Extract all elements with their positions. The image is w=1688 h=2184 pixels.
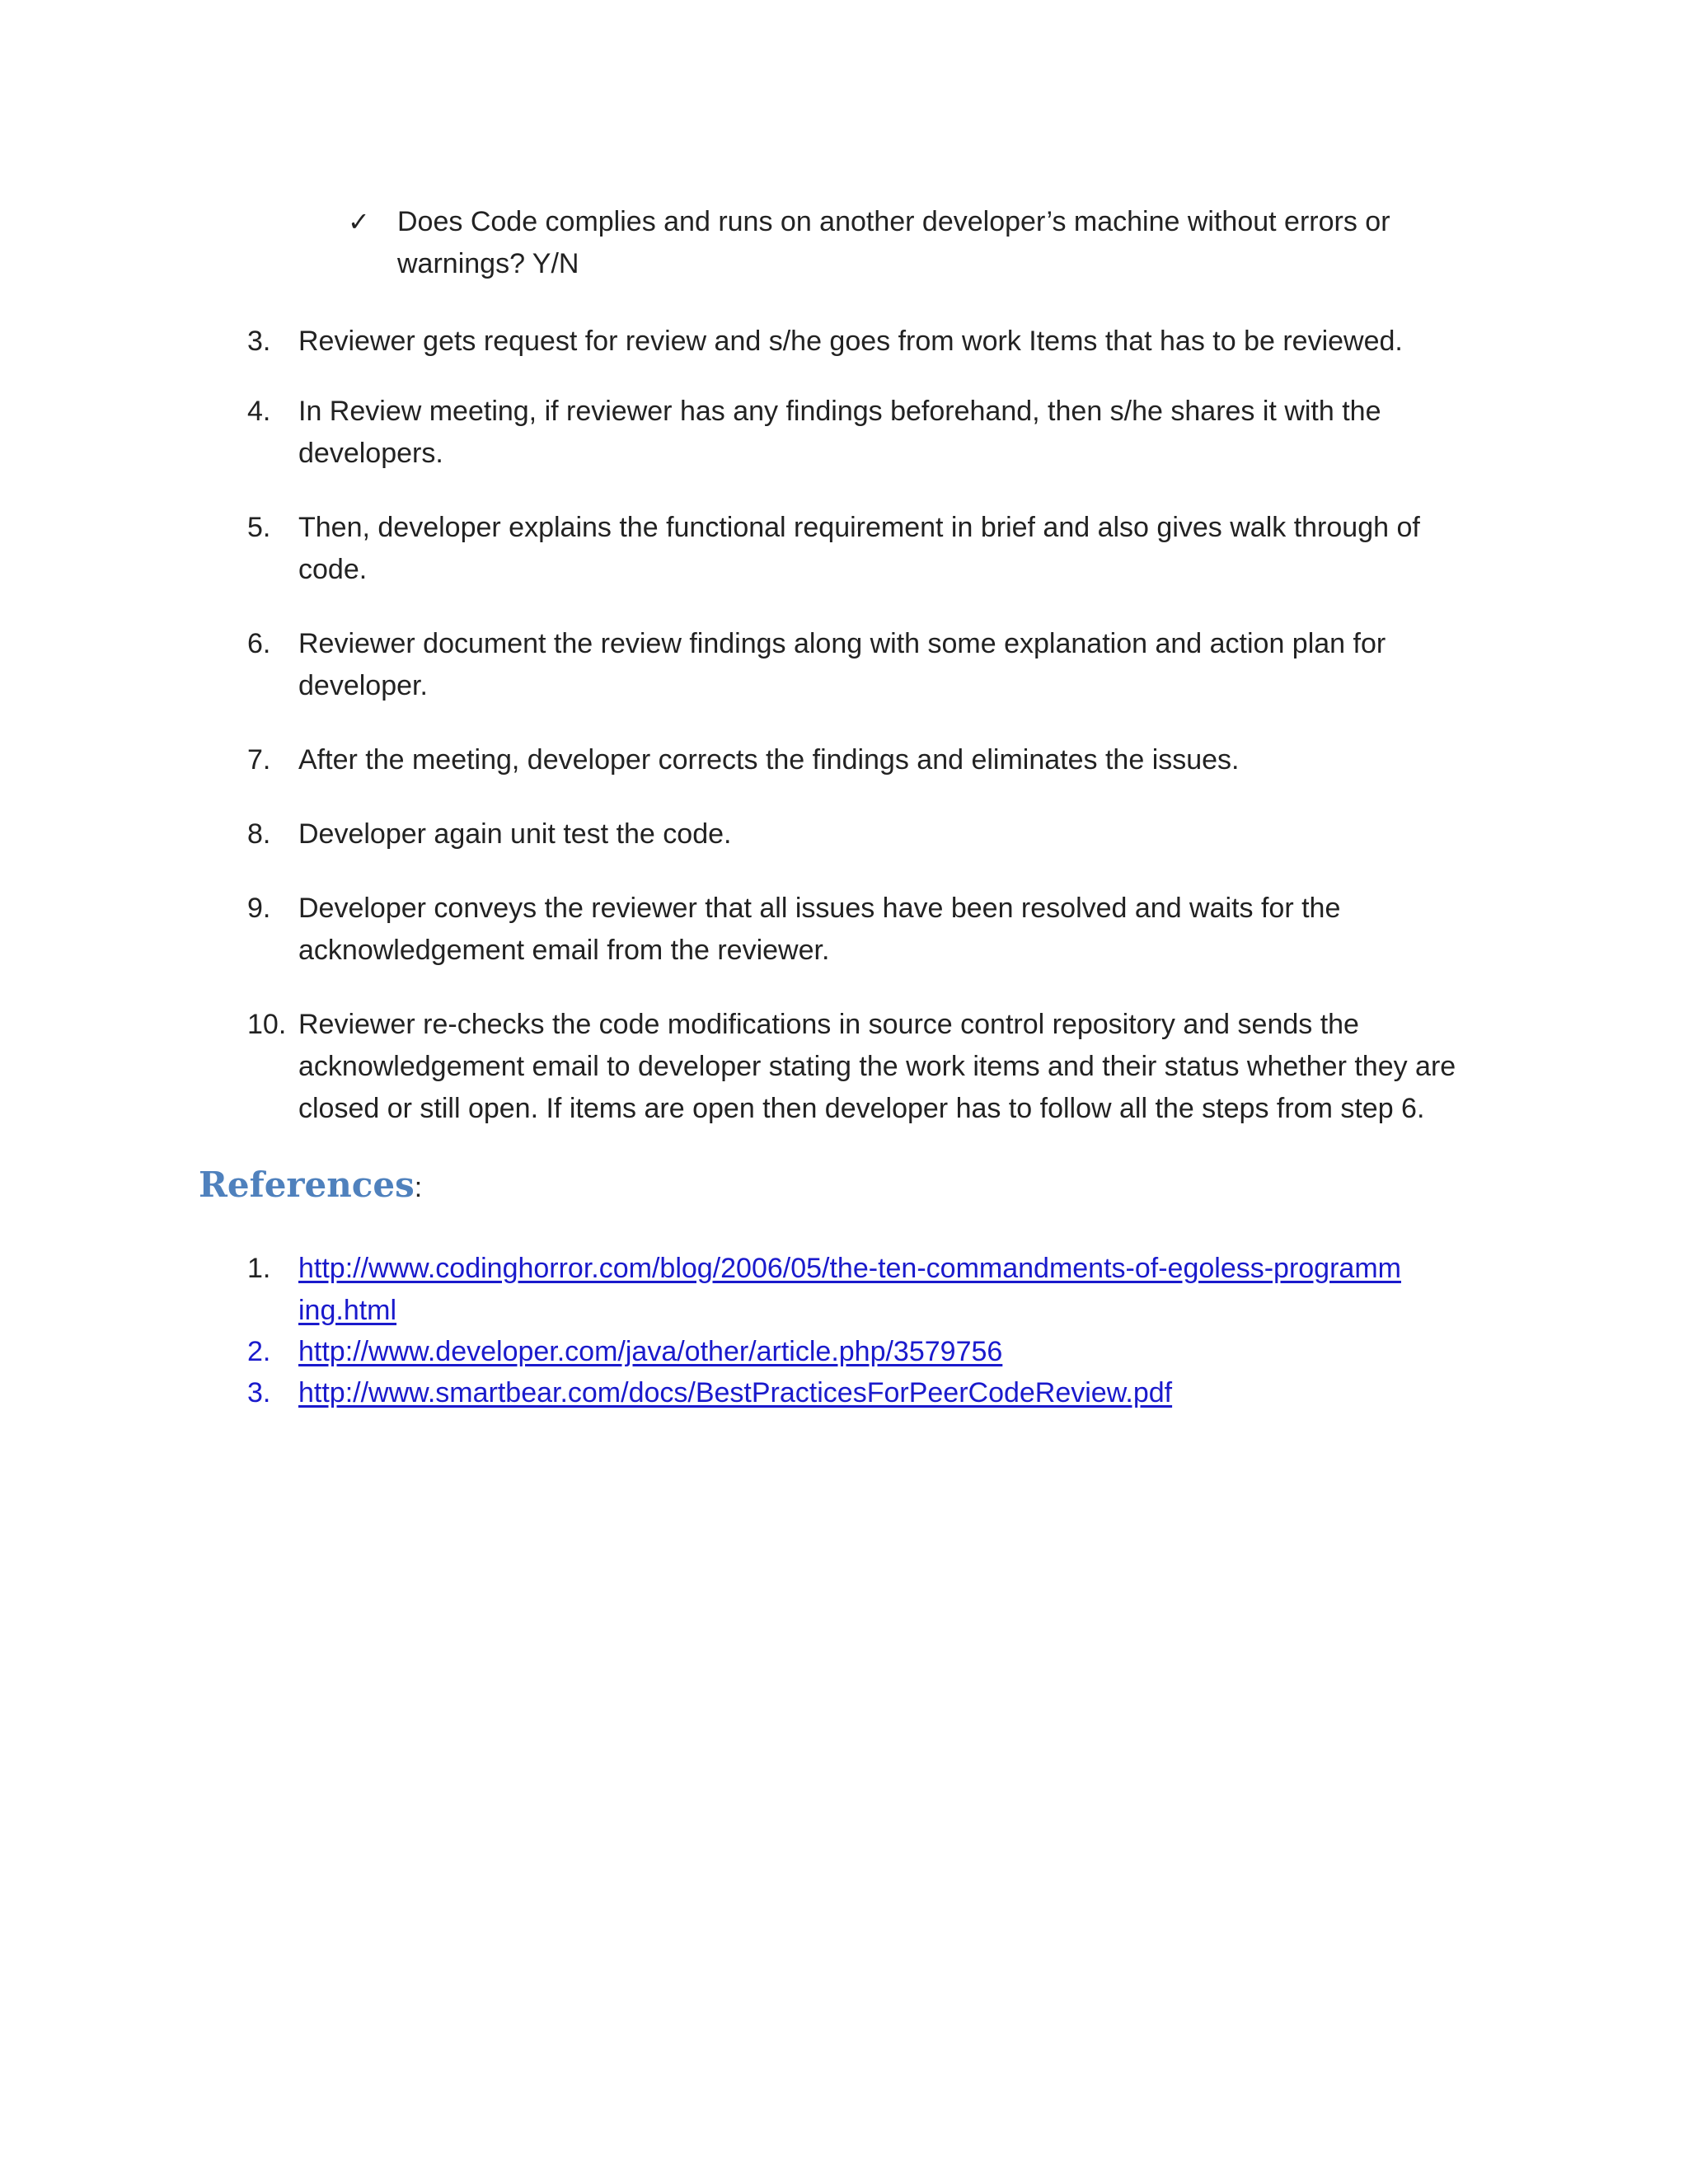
references-colon: : xyxy=(414,1172,423,1203)
step-text: Reviewer document the review findings along with some explanation and action plan for developer. xyxy=(298,628,1386,701)
step-number: 5. xyxy=(247,512,271,543)
reference-link[interactable]: http://www.smartbear.com/docs/BestPracticesForPeerCodeReview.pdf xyxy=(298,1377,1173,1408)
step-number: 4. xyxy=(247,396,271,427)
step-text: Reviewer re-checks the code modifications in source control repository and sends the acknowledgement email to developer stating the work items and their status whether they are closed or still open. If items are open then developer has to follow all the steps from step 6. xyxy=(298,1009,1456,1124)
reference-number: 1. xyxy=(247,1253,271,1284)
step-text: Developer again unit test the code. xyxy=(298,818,732,850)
step-number: 6. xyxy=(247,628,271,659)
reference-number: 3. xyxy=(247,1377,271,1408)
references-title: References xyxy=(199,1165,415,1205)
step-number: 8. xyxy=(247,818,271,850)
checkmark-icon: ✓ xyxy=(348,206,370,237)
step-number: 10. xyxy=(247,1009,287,1040)
references-heading xyxy=(199,1160,422,1212)
reference-number: 2. xyxy=(247,1336,271,1367)
step-text: Developer conveys the reviewer that all issues have been resolved and waits for the acknowledgement email from the reviewer. xyxy=(298,893,1341,966)
step-number: 9. xyxy=(247,893,271,924)
step-number: 7. xyxy=(247,744,271,776)
reference-link[interactable]: http://www.developer.com/java/other/article.php/3579756 xyxy=(298,1336,1003,1367)
step-text: In Review meeting, if reviewer has any findings beforehand, then s/he shares it with the developers. xyxy=(298,396,1381,469)
reference-link[interactable]: http://www.codinghorror.com/blog/2006/05/the-ten-commandments-of-egoless-programming.html xyxy=(298,1253,1401,1326)
step-text: Reviewer gets request for review and s/he goes from work Items that has to be reviewed. xyxy=(298,326,1403,357)
checklist-text: Does Code complies and runs on another developer’s machine without errors or warnings? Y/N xyxy=(397,206,1390,279)
step-number: 3. xyxy=(247,326,271,357)
step-text: After the meeting, developer corrects the findings and eliminates the issues. xyxy=(298,744,1240,776)
step-text: Then, developer explains the functional requirement in brief and also gives walk through of code. xyxy=(298,512,1420,585)
